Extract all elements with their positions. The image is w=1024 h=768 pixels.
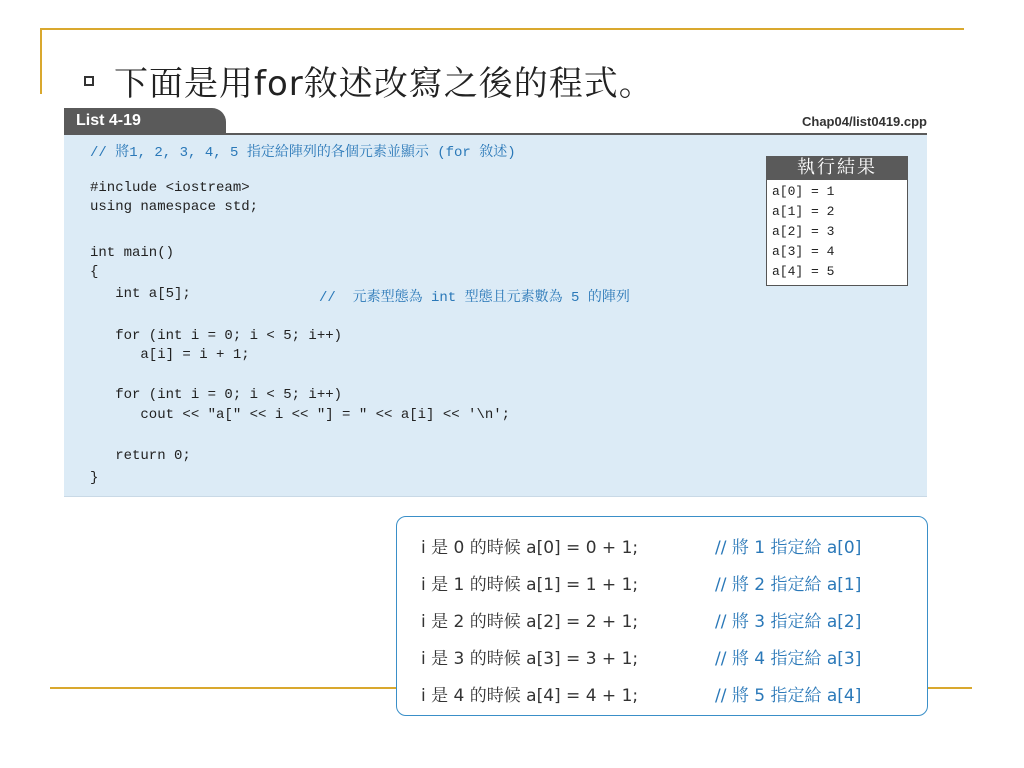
square-bullet-icon <box>84 76 94 86</box>
heading-text: 下面是用for敘述改寫之後的程式。 <box>114 64 654 104</box>
top-divider <box>40 28 964 30</box>
execution-result-box <box>766 156 908 288</box>
explanation-comment: // 將 5 指定給 a[4] <box>715 686 862 706</box>
code-line: int main() <box>90 245 175 261</box>
explanation-line: i 是 0 的時候 a[0] = 0 + 1; <box>421 538 639 558</box>
explanation-line: i 是 3 的時候 a[3] = 3 + 1; <box>421 649 639 669</box>
bottom-divider-right <box>928 687 972 689</box>
explanation-comment: // 將 4 指定給 a[3] <box>715 649 862 669</box>
code-line: { <box>90 264 99 280</box>
code-line: cout << "a[" << i << "] = " << a[i] << '\n'; <box>90 407 511 423</box>
file-name: Chap04/list0419.cpp <box>802 114 927 129</box>
result-line: a[1] = 2 <box>772 204 835 219</box>
result-title: 執行結果 <box>766 156 908 180</box>
result-line: a[0] = 1 <box>772 184 835 199</box>
code-line: #include <iostream> <box>90 180 250 196</box>
result-line: a[2] = 3 <box>772 224 835 239</box>
explanation-box <box>396 516 928 716</box>
code-line: int a[5]; <box>90 286 191 302</box>
explanation-comment: // 將 3 指定給 a[2] <box>715 612 862 632</box>
left-divider <box>40 28 42 94</box>
explanation-comment: // 將 2 指定給 a[1] <box>715 575 862 595</box>
result-line: a[3] = 4 <box>772 244 835 259</box>
code-line: } <box>90 470 99 486</box>
bottom-divider-left <box>50 687 396 689</box>
code-line: a[i] = i + 1; <box>90 347 250 363</box>
code-line: for (int i = 0; i < 5; i++) <box>90 328 343 344</box>
result-line: a[4] = 5 <box>772 264 835 279</box>
explanation-line: i 是 2 的時候 a[2] = 2 + 1; <box>421 612 639 632</box>
code-line: for (int i = 0; i < 5; i++) <box>90 387 343 403</box>
list-label: List 4-19 <box>64 108 226 134</box>
explanation-line: i 是 1 的時候 a[1] = 1 + 1; <box>421 575 639 595</box>
slide-heading <box>84 56 654 105</box>
code-line: using namespace std; <box>90 199 259 215</box>
explanation-comment: // 將 1 指定給 a[0] <box>715 538 862 558</box>
result-output <box>766 180 908 286</box>
code-header-comment: // 將1, 2, 3, 4, 5 指定給陣列的各個元素並顯示 (for 敘述) <box>90 145 516 161</box>
code-line: return 0; <box>90 448 191 464</box>
explanation-line: i 是 4 的時候 a[4] = 4 + 1; <box>421 686 639 706</box>
code-inline-comment: // 元素型態為 int 型態且元素數為 5 的陣列 <box>319 290 630 306</box>
